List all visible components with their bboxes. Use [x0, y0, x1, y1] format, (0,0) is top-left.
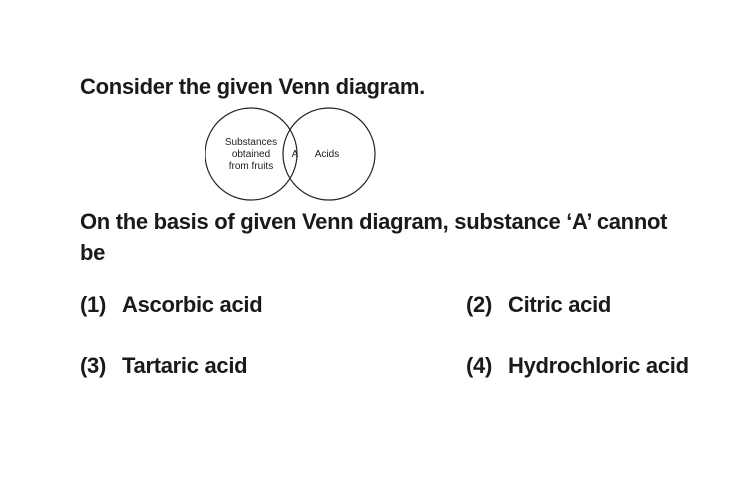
option-number: (4) [466, 353, 492, 378]
option-text: Tartaric acid [122, 353, 248, 378]
option-number: (2) [466, 292, 492, 317]
option-4[interactable] [466, 351, 689, 381]
option-2[interactable] [466, 290, 611, 320]
option-number: (3) [80, 353, 106, 378]
option-text: Citric acid [508, 292, 612, 317]
venn-diagram [205, 100, 385, 208]
option-3[interactable] [80, 351, 247, 381]
question-intro: Consider the given Venn diagram. [80, 74, 425, 99]
option-number: (1) [80, 292, 106, 317]
left-set-label-line-1: Substances [224, 137, 278, 148]
right-set-label: Acids [314, 149, 340, 160]
intersection-label: A [291, 149, 299, 160]
option-text: Ascorbic acid [122, 292, 263, 317]
option-text: Hydrochloric acid [508, 353, 689, 378]
left-set-label-line-2: obtained [231, 149, 271, 160]
option-1[interactable] [80, 290, 262, 320]
question-stem-line-1: On the basis of given Venn diagram, substance ‘A’ cannot [80, 209, 668, 234]
left-set-label-line-3: from fruits [228, 161, 274, 172]
question-stem-line-2: be [80, 240, 106, 265]
